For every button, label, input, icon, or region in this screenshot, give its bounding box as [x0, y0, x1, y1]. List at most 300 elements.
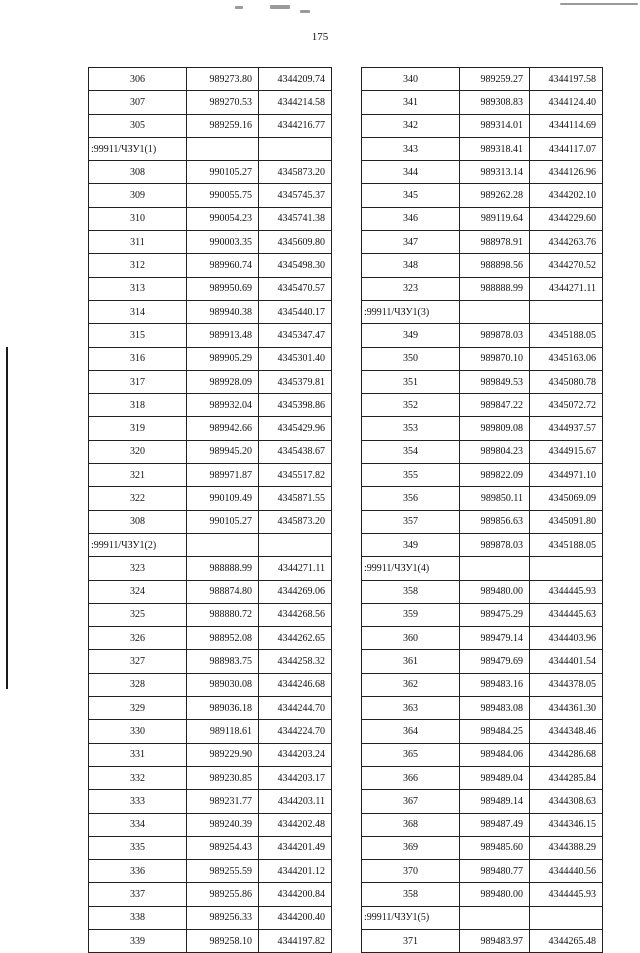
x-coordinate-cell: 989308.83 — [460, 91, 530, 114]
section-label-cell: :99911/ЧЗУ1(1) — [89, 137, 187, 160]
x-coordinate-cell: 989878.03 — [460, 324, 530, 347]
point-number-cell: 308 — [89, 161, 187, 184]
x-coordinate-cell — [187, 137, 259, 160]
y-coordinate-cell: 4344114.69 — [530, 114, 603, 137]
y-coordinate-cell — [530, 906, 603, 929]
x-coordinate-cell: 989318.41 — [460, 137, 530, 160]
x-coordinate-cell: 989928.09 — [187, 370, 259, 393]
section-header-row — [89, 533, 332, 556]
x-coordinate-cell: 989475.29 — [460, 603, 530, 626]
section-header-row — [362, 906, 603, 929]
y-coordinate-cell: 4344270.52 — [530, 254, 603, 277]
x-coordinate-cell: 989809.08 — [460, 417, 530, 440]
point-number-cell: 339 — [89, 929, 187, 952]
table-row — [362, 161, 603, 184]
point-number-cell: 323 — [362, 277, 460, 300]
point-number-cell: 340 — [362, 68, 460, 91]
x-coordinate-cell: 989932.04 — [187, 394, 259, 417]
y-coordinate-cell: 4344308.63 — [530, 790, 603, 813]
x-coordinate-cell: 989971.87 — [187, 464, 259, 487]
point-number-cell: 348 — [362, 254, 460, 277]
x-coordinate-cell: 989313.14 — [460, 161, 530, 184]
x-coordinate-cell: 988978.91 — [460, 231, 530, 254]
y-coordinate-cell: 4345609.80 — [259, 231, 332, 254]
y-coordinate-cell: 4345398.86 — [259, 394, 332, 417]
point-number-cell: 333 — [89, 790, 187, 813]
point-number-cell: 365 — [362, 743, 460, 766]
y-coordinate-cell: 4345301.40 — [259, 347, 332, 370]
point-number-cell: 346 — [362, 207, 460, 230]
table-row — [362, 137, 603, 160]
x-coordinate-cell: 989856.63 — [460, 510, 530, 533]
point-number-cell: 332 — [89, 766, 187, 789]
x-coordinate-cell: 989229.90 — [187, 743, 259, 766]
x-coordinate-cell: 989314.01 — [460, 114, 530, 137]
table-row — [89, 906, 332, 929]
y-coordinate-cell: 4344202.48 — [259, 813, 332, 836]
x-coordinate-cell: 989942.66 — [187, 417, 259, 440]
table-row — [362, 487, 603, 510]
x-coordinate-cell: 989480.00 — [460, 580, 530, 603]
table-row — [362, 207, 603, 230]
point-number-cell: 356 — [362, 487, 460, 510]
y-coordinate-cell — [259, 533, 332, 556]
y-coordinate-cell — [530, 557, 603, 580]
x-coordinate-cell: 989484.06 — [460, 743, 530, 766]
scan-speck — [300, 10, 310, 13]
y-coordinate-cell: 4344346.15 — [530, 813, 603, 836]
x-coordinate-cell: 990105.27 — [187, 510, 259, 533]
x-coordinate-cell: 989940.38 — [187, 300, 259, 323]
point-number-cell: 335 — [89, 836, 187, 859]
x-coordinate-cell: 988888.99 — [187, 557, 259, 580]
x-coordinate-cell: 990054.23 — [187, 207, 259, 230]
point-number-cell: 370 — [362, 860, 460, 883]
y-coordinate-cell: 4344126.96 — [530, 161, 603, 184]
x-coordinate-cell: 990109.49 — [187, 487, 259, 510]
y-coordinate-cell: 4344388.29 — [530, 836, 603, 859]
y-coordinate-cell: 4344440.56 — [530, 860, 603, 883]
section-header-row — [89, 137, 332, 160]
y-coordinate-cell: 4344209.74 — [259, 68, 332, 91]
x-coordinate-cell: 989847.22 — [460, 394, 530, 417]
x-coordinate-cell: 988880.72 — [187, 603, 259, 626]
point-number-cell: 353 — [362, 417, 460, 440]
point-number-cell: 355 — [362, 464, 460, 487]
point-number-cell: 369 — [362, 836, 460, 859]
table-row — [362, 743, 603, 766]
x-coordinate-cell: 989913.48 — [187, 324, 259, 347]
section-label-cell: :99911/ЧЗУ1(5) — [362, 906, 460, 929]
x-coordinate-cell: 989487.49 — [460, 813, 530, 836]
x-coordinate-cell: 989849.53 — [460, 370, 530, 393]
x-coordinate-cell: 989878.03 — [460, 533, 530, 556]
y-coordinate-cell: 4345440.17 — [259, 300, 332, 323]
table-row — [89, 277, 332, 300]
table-row — [89, 324, 332, 347]
x-coordinate-cell: 989483.16 — [460, 673, 530, 696]
table-row — [89, 254, 332, 277]
table-row — [362, 697, 603, 720]
point-number-cell: 305 — [89, 114, 187, 137]
x-coordinate-cell: 989489.04 — [460, 766, 530, 789]
table-row — [89, 673, 332, 696]
y-coordinate-cell: 4344403.96 — [530, 627, 603, 650]
point-number-cell: 363 — [362, 697, 460, 720]
y-coordinate-cell: 4344203.17 — [259, 766, 332, 789]
y-coordinate-cell: 4344445.93 — [530, 883, 603, 906]
point-number-cell: 329 — [89, 697, 187, 720]
x-coordinate-cell: 989259.16 — [187, 114, 259, 137]
point-number-cell: 323 — [89, 557, 187, 580]
y-coordinate-cell: 4345745.37 — [259, 184, 332, 207]
x-coordinate-cell: 989270.53 — [187, 91, 259, 114]
point-number-cell: 371 — [362, 929, 460, 952]
section-label-cell: :99911/ЧЗУ1(3) — [362, 300, 460, 323]
table-row — [362, 766, 603, 789]
y-coordinate-cell: 4344200.40 — [259, 906, 332, 929]
table-row — [362, 533, 603, 556]
x-coordinate-cell: 989255.59 — [187, 860, 259, 883]
table-row — [89, 417, 332, 440]
point-number-cell: 325 — [89, 603, 187, 626]
table-row — [362, 929, 603, 952]
x-coordinate-cell: 989484.25 — [460, 720, 530, 743]
point-number-cell: 338 — [89, 906, 187, 929]
x-coordinate-cell: 988888.99 — [460, 277, 530, 300]
table-row — [362, 91, 603, 114]
point-number-cell: 368 — [362, 813, 460, 836]
point-number-cell: 310 — [89, 207, 187, 230]
point-number-cell: 366 — [362, 766, 460, 789]
x-coordinate-cell: 989960.74 — [187, 254, 259, 277]
point-number-cell: 336 — [89, 860, 187, 883]
point-number-cell: 318 — [89, 394, 187, 417]
x-coordinate-cell — [460, 300, 530, 323]
x-coordinate-cell: 989119.64 — [460, 207, 530, 230]
point-number-cell: 361 — [362, 650, 460, 673]
table-row — [89, 487, 332, 510]
table-row — [89, 929, 332, 952]
point-number-cell: 321 — [89, 464, 187, 487]
table-row — [362, 440, 603, 463]
table-row — [362, 650, 603, 673]
x-coordinate-cell: 988983.75 — [187, 650, 259, 673]
x-coordinate-cell: 988874.80 — [187, 580, 259, 603]
y-coordinate-cell: 4344117.07 — [530, 137, 603, 160]
y-coordinate-cell: 4344246.68 — [259, 673, 332, 696]
point-number-cell: 334 — [89, 813, 187, 836]
table-row — [362, 860, 603, 883]
table-row — [89, 580, 332, 603]
point-number-cell: 364 — [362, 720, 460, 743]
table-row — [362, 836, 603, 859]
x-coordinate-cell: 988952.08 — [187, 627, 259, 650]
point-number-cell: 354 — [362, 440, 460, 463]
y-coordinate-cell: 4344262.65 — [259, 627, 332, 650]
y-coordinate-cell: 4345188.05 — [530, 324, 603, 347]
x-coordinate-cell: 989483.97 — [460, 929, 530, 952]
table-row — [362, 254, 603, 277]
point-number-cell: 341 — [362, 91, 460, 114]
y-coordinate-cell: 4344271.11 — [530, 277, 603, 300]
point-number-cell: 347 — [362, 231, 460, 254]
section-label-cell: :99911/ЧЗУ1(4) — [362, 557, 460, 580]
table-row — [89, 370, 332, 393]
table-row — [89, 557, 332, 580]
point-number-cell: 358 — [362, 580, 460, 603]
point-number-cell: 306 — [89, 68, 187, 91]
y-coordinate-cell: 4344202.10 — [530, 184, 603, 207]
point-number-cell: 319 — [89, 417, 187, 440]
page-number: 175 — [311, 31, 329, 43]
y-coordinate-cell: 4344265.48 — [530, 929, 603, 952]
y-coordinate-cell: 4345091.80 — [530, 510, 603, 533]
x-coordinate-cell: 989489.14 — [460, 790, 530, 813]
point-number-cell: 349 — [362, 533, 460, 556]
point-number-cell: 307 — [89, 91, 187, 114]
y-coordinate-cell: 4345517.82 — [259, 464, 332, 487]
point-number-cell: 311 — [89, 231, 187, 254]
section-header-row — [362, 557, 603, 580]
x-coordinate-cell: 989258.10 — [187, 929, 259, 952]
x-coordinate-cell: 989256.33 — [187, 906, 259, 929]
point-number-cell: 320 — [89, 440, 187, 463]
table-row — [362, 673, 603, 696]
x-coordinate-cell: 989479.69 — [460, 650, 530, 673]
point-number-cell: 331 — [89, 743, 187, 766]
table-row — [362, 114, 603, 137]
point-number-cell: 342 — [362, 114, 460, 137]
y-coordinate-cell: 4344401.54 — [530, 650, 603, 673]
x-coordinate-cell — [460, 557, 530, 580]
y-coordinate-cell: 4344378.05 — [530, 673, 603, 696]
y-coordinate-cell: 4344445.63 — [530, 603, 603, 626]
table-row — [362, 603, 603, 626]
table-row — [362, 464, 603, 487]
x-coordinate-cell: 989870.10 — [460, 347, 530, 370]
table-row — [89, 883, 332, 906]
y-coordinate-cell: 4344203.24 — [259, 743, 332, 766]
table-row — [89, 394, 332, 417]
x-coordinate-cell: 989480.00 — [460, 883, 530, 906]
y-coordinate-cell: 4344285.84 — [530, 766, 603, 789]
x-coordinate-cell: 989262.28 — [460, 184, 530, 207]
table-row — [89, 510, 332, 533]
point-number-cell: 344 — [362, 161, 460, 184]
point-number-cell: 327 — [89, 650, 187, 673]
y-coordinate-cell: 4344224.70 — [259, 720, 332, 743]
x-coordinate-cell: 989230.85 — [187, 766, 259, 789]
y-coordinate-cell: 4345741.38 — [259, 207, 332, 230]
y-coordinate-cell: 4344445.93 — [530, 580, 603, 603]
x-coordinate-cell: 989804.23 — [460, 440, 530, 463]
x-coordinate-cell: 988898.56 — [460, 254, 530, 277]
point-number-cell: 359 — [362, 603, 460, 626]
y-coordinate-cell: 4344268.56 — [259, 603, 332, 626]
point-number-cell: 362 — [362, 673, 460, 696]
coordinates-table-right — [361, 67, 603, 953]
x-coordinate-cell: 989118.61 — [187, 720, 259, 743]
scan-edge-mark — [6, 347, 8, 689]
table-row — [362, 510, 603, 533]
point-number-cell: 337 — [89, 883, 187, 906]
x-coordinate-cell — [460, 906, 530, 929]
x-coordinate-cell: 989480.77 — [460, 860, 530, 883]
y-coordinate-cell: 4345438.67 — [259, 440, 332, 463]
table-row — [89, 347, 332, 370]
table-row — [89, 627, 332, 650]
x-coordinate-cell: 990003.35 — [187, 231, 259, 254]
x-coordinate-cell: 989240.39 — [187, 813, 259, 836]
table-row — [362, 813, 603, 836]
point-number-cell: 349 — [362, 324, 460, 347]
y-coordinate-cell: 4345080.78 — [530, 370, 603, 393]
table-row — [89, 300, 332, 323]
y-coordinate-cell: 4344937.57 — [530, 417, 603, 440]
y-coordinate-cell: 4344286.68 — [530, 743, 603, 766]
y-coordinate-cell: 4344201.12 — [259, 860, 332, 883]
point-number-cell: 322 — [89, 487, 187, 510]
x-coordinate-cell: 989945.20 — [187, 440, 259, 463]
y-coordinate-cell: 4344263.76 — [530, 231, 603, 254]
table-row — [362, 883, 603, 906]
y-coordinate-cell — [530, 300, 603, 323]
y-coordinate-cell: 4345379.81 — [259, 370, 332, 393]
table-row — [89, 184, 332, 207]
y-coordinate-cell: 4344271.11 — [259, 557, 332, 580]
table-row — [362, 720, 603, 743]
point-number-cell: 367 — [362, 790, 460, 813]
table-row — [89, 697, 332, 720]
x-coordinate-cell: 989255.86 — [187, 883, 259, 906]
x-coordinate-cell: 989254.43 — [187, 836, 259, 859]
point-number-cell: 360 — [362, 627, 460, 650]
point-number-cell: 308 — [89, 510, 187, 533]
x-coordinate-cell: 989485.60 — [460, 836, 530, 859]
table-row — [362, 627, 603, 650]
y-coordinate-cell: 4345429.96 — [259, 417, 332, 440]
table-row — [362, 370, 603, 393]
x-coordinate-cell: 989822.09 — [460, 464, 530, 487]
y-coordinate-cell: 4345498.30 — [259, 254, 332, 277]
y-coordinate-cell: 4344244.70 — [259, 697, 332, 720]
point-number-cell: 316 — [89, 347, 187, 370]
x-coordinate-cell: 989950.69 — [187, 277, 259, 300]
table-row — [362, 324, 603, 347]
x-coordinate-cell: 989905.29 — [187, 347, 259, 370]
y-coordinate-cell: 4345072.72 — [530, 394, 603, 417]
section-label-cell: :99911/ЧЗУ1(2) — [89, 533, 187, 556]
point-number-cell: 345 — [362, 184, 460, 207]
point-number-cell: 312 — [89, 254, 187, 277]
y-coordinate-cell: 4344229.60 — [530, 207, 603, 230]
y-coordinate-cell: 4344200.84 — [259, 883, 332, 906]
y-coordinate-cell: 4344258.32 — [259, 650, 332, 673]
table-row — [89, 813, 332, 836]
table-row — [89, 207, 332, 230]
y-coordinate-cell: 4344915.67 — [530, 440, 603, 463]
point-number-cell: 309 — [89, 184, 187, 207]
table-row — [89, 464, 332, 487]
table-row — [89, 161, 332, 184]
y-coordinate-cell: 4345873.20 — [259, 161, 332, 184]
x-coordinate-cell: 989036.18 — [187, 697, 259, 720]
scan-speck — [235, 6, 243, 9]
y-coordinate-cell: 4344214.58 — [259, 91, 332, 114]
point-number-cell: 358 — [362, 883, 460, 906]
y-coordinate-cell: 4345470.57 — [259, 277, 332, 300]
y-coordinate-cell: 4344124.40 — [530, 91, 603, 114]
x-coordinate-cell: 990105.27 — [187, 161, 259, 184]
scan-speck — [270, 5, 290, 9]
table-row — [89, 114, 332, 137]
point-number-cell: 313 — [89, 277, 187, 300]
table-row — [362, 790, 603, 813]
y-coordinate-cell: 4345871.55 — [259, 487, 332, 510]
y-coordinate-cell: 4345069.09 — [530, 487, 603, 510]
y-coordinate-cell: 4344269.06 — [259, 580, 332, 603]
y-coordinate-cell: 4344201.49 — [259, 836, 332, 859]
table-row — [89, 603, 332, 626]
table-row — [89, 231, 332, 254]
point-number-cell: 330 — [89, 720, 187, 743]
table-row — [89, 440, 332, 463]
table-row — [89, 650, 332, 673]
point-number-cell: 328 — [89, 673, 187, 696]
x-coordinate-cell: 989231.77 — [187, 790, 259, 813]
table-row — [362, 231, 603, 254]
y-coordinate-cell: 4345347.47 — [259, 324, 332, 347]
table-row — [89, 720, 332, 743]
section-header-row — [362, 300, 603, 323]
y-coordinate-cell: 4344348.46 — [530, 720, 603, 743]
table-row — [89, 68, 332, 91]
y-coordinate-cell: 4344971.10 — [530, 464, 603, 487]
table-row — [362, 394, 603, 417]
y-coordinate-cell: 4345873.20 — [259, 510, 332, 533]
table-row — [89, 743, 332, 766]
table-row — [89, 836, 332, 859]
table-row — [362, 347, 603, 370]
point-number-cell: 357 — [362, 510, 460, 533]
point-number-cell: 315 — [89, 324, 187, 347]
table-row — [362, 580, 603, 603]
point-number-cell: 350 — [362, 347, 460, 370]
point-number-cell: 343 — [362, 137, 460, 160]
y-coordinate-cell: 4344361.30 — [530, 697, 603, 720]
point-number-cell: 326 — [89, 627, 187, 650]
y-coordinate-cell: 4344197.82 — [259, 929, 332, 952]
x-coordinate-cell: 989273.80 — [187, 68, 259, 91]
coordinates-table-left — [88, 67, 332, 953]
table-row — [89, 860, 332, 883]
scan-speck — [560, 3, 638, 5]
y-coordinate-cell: 4344197.58 — [530, 68, 603, 91]
x-coordinate-cell: 989259.27 — [460, 68, 530, 91]
table-row — [362, 68, 603, 91]
point-number-cell: 351 — [362, 370, 460, 393]
x-coordinate-cell — [187, 533, 259, 556]
table-row — [89, 766, 332, 789]
y-coordinate-cell: 4344216.77 — [259, 114, 332, 137]
point-number-cell: 324 — [89, 580, 187, 603]
table-row — [89, 790, 332, 813]
point-number-cell: 352 — [362, 394, 460, 417]
table-row — [362, 277, 603, 300]
y-coordinate-cell: 4345163.06 — [530, 347, 603, 370]
table-row — [362, 417, 603, 440]
